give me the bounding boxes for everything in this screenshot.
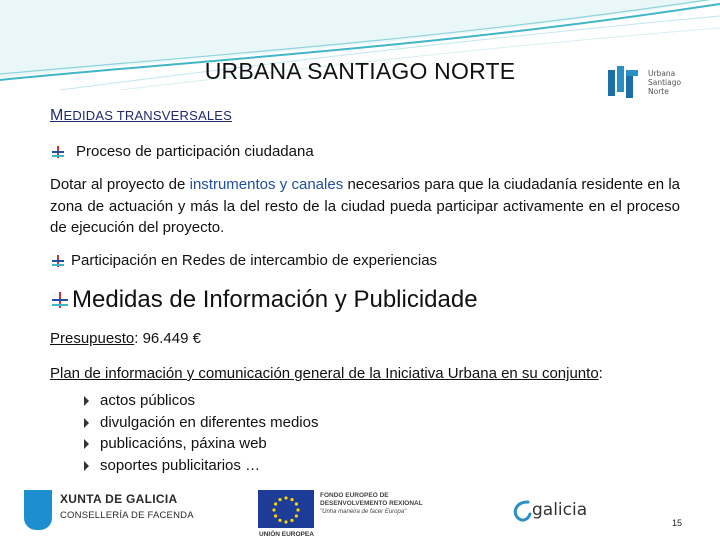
arrow-bullet-icon xyxy=(84,418,89,428)
medidas-heading: Medidas de Información y Publicidade xyxy=(72,286,478,313)
eu-flag-icon xyxy=(258,490,314,528)
arrow-bullet-icon xyxy=(84,461,89,471)
proceso-item: Proceso de participación ciudadana xyxy=(76,143,314,160)
list-item: actos públicos xyxy=(82,390,318,412)
eu-feder-logo: UNIÓN EUROPEA FONDO EUROPEO DE DESENVOLVEMENTO REXIONAL "Unha maneira de facer Europa" xyxy=(259,492,423,538)
arrow-bullet-icon xyxy=(84,396,89,406)
urbana-logo-icon xyxy=(608,66,642,100)
redes-item: Participación en Redes de intercambio de experiencias xyxy=(71,252,438,269)
participation-paragraph: Dotar al proyecto de instrumentos y canales necesarios para que la ciudadanía residente en la zona de actuación y más la del resto de la ciudad pueda participar activamente en el proceso de ejecución del proyecto. xyxy=(50,176,680,236)
section-heading: MEDIDAS TRANSVERSALES xyxy=(50,107,233,124)
page-number: 15 xyxy=(672,518,683,528)
galicia-brand-logo: galicia xyxy=(510,496,592,528)
urbana-logo-text: Urbana Santiago Norte xyxy=(648,69,682,96)
arrow-bullet-icon xyxy=(84,439,89,449)
galicia-swirl-icon xyxy=(510,498,532,526)
bullet-icon xyxy=(52,146,64,158)
plan-list xyxy=(82,390,318,476)
xunta-logo: XUNTA DE GALICIA CONSELLERÍA DE FACENDA xyxy=(24,490,194,532)
urbana-santiago-logo xyxy=(608,66,698,102)
list-item: divulgación en diferentes medios xyxy=(82,412,318,434)
page-title: URBANA SANTIAGO NORTE xyxy=(204,58,516,84)
list-item: publicacións, páxina web xyxy=(82,433,318,455)
budget-line: Presupuesto: 96.449 € xyxy=(50,330,201,347)
list-item: soportes publicitarios … xyxy=(82,455,318,477)
xunta-shield-icon xyxy=(24,490,52,530)
highlight-text: instrumentos y canales xyxy=(189,176,344,193)
plan-line: Plan de información y comunicación general de la Iniciativa Urbana en su conjunto: xyxy=(50,365,603,382)
bullet-icon xyxy=(52,255,64,267)
bullet-icon xyxy=(52,292,68,308)
